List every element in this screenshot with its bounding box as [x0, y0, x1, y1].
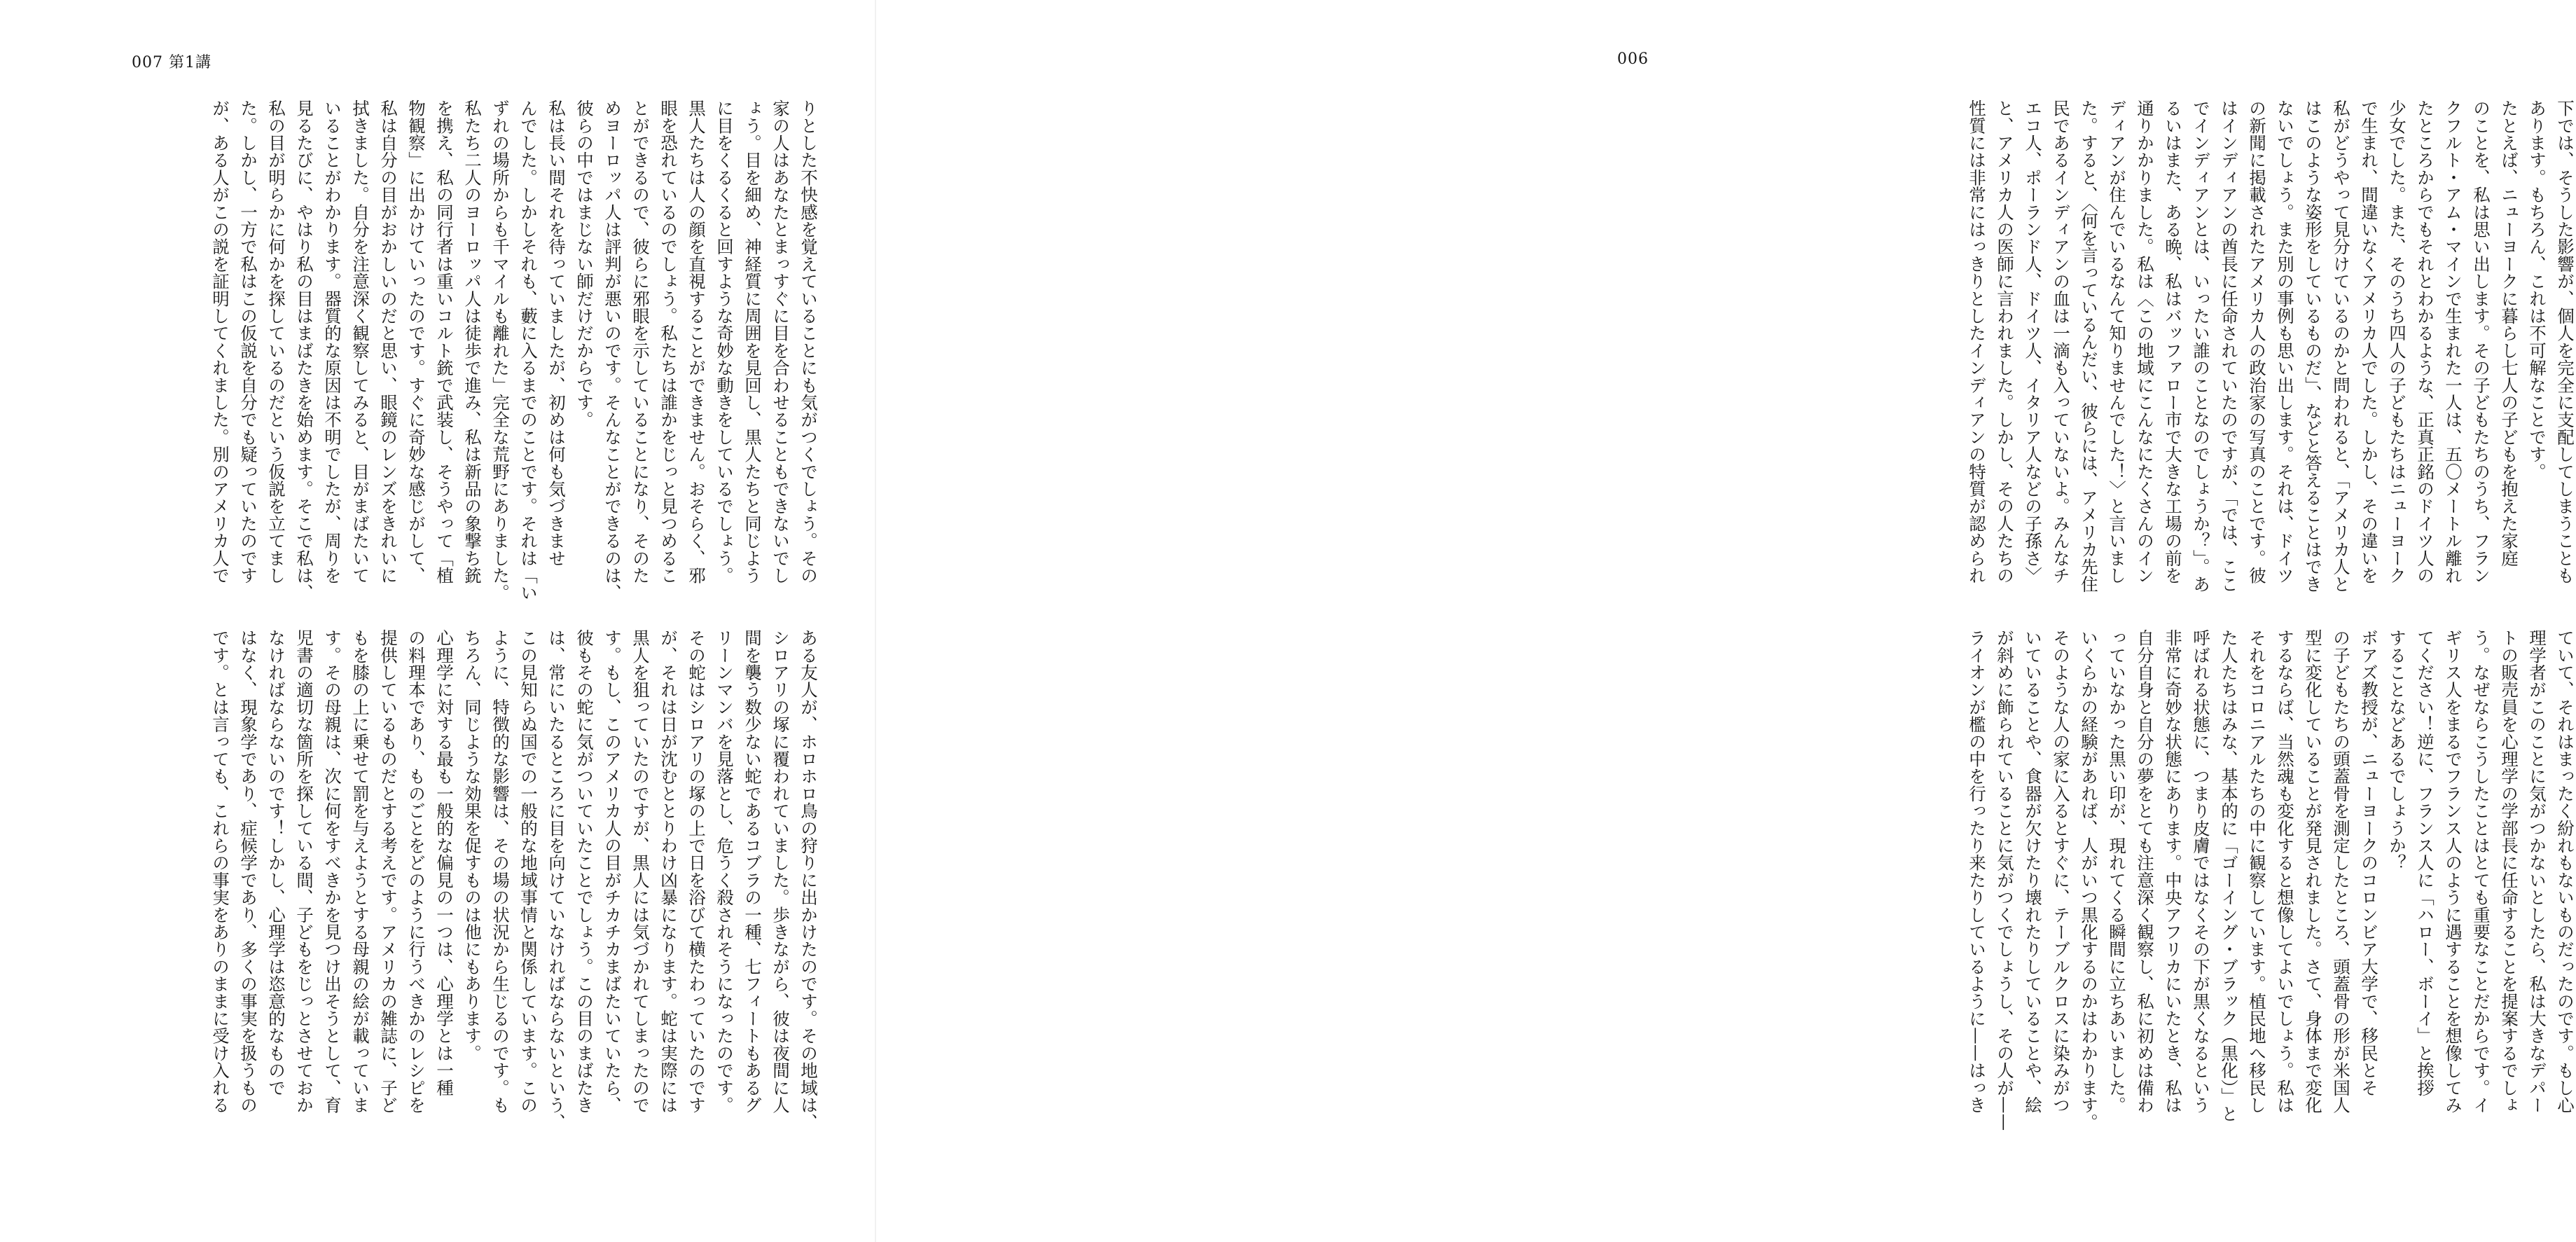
text-column: が、ある人がこの説を証明してくれました。別のアメリカ人で: [210, 99, 230, 584]
text-column: リーンマンバを見落とし、危うく殺されそうになったのです。: [714, 629, 735, 1114]
text-column: いくらかの経験があれば、人がいつ黒化するのかはわかります。: [2079, 629, 2099, 1131]
text-column: 下では、そうした影響が、個人を完全に支配してしまうことも: [2555, 99, 2575, 584]
left-top-text-block: [118, 99, 819, 602]
text-column: ライオンが檻の中を行ったり来たりしているように——はっき: [1967, 629, 1987, 1114]
text-column: 黒人を狙っていたのですが、黒人には気づかれてしまったので: [630, 629, 651, 1114]
text-column: が斜めに飾られていることに気がつくでしょうし、その人が——: [1995, 629, 2015, 1131]
text-column: ずれの場所からも千マイルも離れた」完全な荒野にありました。: [490, 99, 511, 602]
text-column: んでした。しかしそれも、藪に入るまでのことです。それは「い: [518, 99, 539, 602]
text-column: た人たちはみな、基本的に「ゴーイング・ブラック（黒化）」と: [2219, 629, 2239, 1123]
text-column: 家の人はあなたとまっすぐに目を合わせることもできないでし: [770, 99, 791, 584]
text-column: 性質には非常にはっきりとしたインディアンの特質が認められ: [1967, 99, 1987, 584]
text-column: その蛇はシロアリの塚の上で日を浴びて横たわっていたのです: [686, 629, 707, 1114]
text-column: 心理学に対する最も一般的な偏見の一つは、心理学とは一種: [434, 629, 455, 1096]
text-column: トの販売員を心理学の学部長に任命することを提案するでしょ: [2499, 629, 2519, 1114]
text-column: 私がどうやって見分けているのかと問われると、「アメリカ人と: [2331, 99, 2351, 593]
text-column: っていなかった黒い印が、現れてくる瞬間に立ちあいました。: [2107, 629, 2127, 1114]
text-column: は、常にいたるところに目を向けていなければならないという、: [546, 629, 567, 1131]
text-column: ギリス人をまるでフランス人のように遇することを想像してみ: [2443, 629, 2463, 1114]
text-column: たところからでもそれとわかるような、正真正銘のドイツ人の: [2415, 99, 2435, 584]
right-top-text-block: [1869, 99, 2576, 597]
text-column: シロアリの塚に覆われていました。歩きながら、彼は夜間に人: [770, 629, 791, 1114]
text-column: の新聞に掲載されたアメリカ人の政治家の写真のことです。彼: [2247, 99, 2267, 584]
text-column: りとした不快感を覚えていることにも気がつくでしょう。その: [798, 99, 819, 584]
text-column: で生まれ、間違いなくアメリカ人でした。しかし、その違いを: [2359, 99, 2379, 584]
text-column: クフルト・アム・マインで生まれた一人は、五〇メートル離れ: [2443, 99, 2463, 584]
text-column: エコ人、ポーランド人、ドイツ人、イタリア人などの子孫さ〉: [2023, 99, 2043, 584]
text-column: はインディアンの酋長に任命されていたのですが、「では、ここ: [2219, 99, 2239, 593]
left-bottom-text-block: [118, 629, 819, 1133]
text-column: めヨーロッパ人は評判が悪いのです。そんなことができるのは、: [602, 99, 623, 602]
text-column: が、それは日が沈むととりわけ凶暴になります。蛇は実際には: [658, 629, 679, 1114]
text-column: いていることや、食器が欠けたり壊れたりしていることや、絵: [2023, 629, 2043, 1114]
text-column: それをコロニアルたちの中に観察しています。植民地へ移民し: [2247, 629, 2267, 1114]
text-column: でインディアンとは、いったい誰のことなのでしょうか？」。あ: [2191, 99, 2211, 593]
text-column: す。もし、このアメリカ人の目がチカチカまばたいていたら、: [602, 629, 623, 1114]
text-column: 物観察」に出かけていったのです。すぐに奇妙な感じがして、: [406, 99, 427, 584]
text-column: の子どもたちの頭蓋骨を測定したところ、頭蓋骨の形が米国人: [2331, 629, 2351, 1114]
text-column: 拭きました。自分を注意深く観察してみると、目がまばたいて: [350, 99, 371, 584]
text-column: 彼もその蛇に気がついていたことでしょう。この目のまばたき: [574, 629, 595, 1114]
text-column: 彼らの中ではまじない師だけだからです。: [574, 99, 595, 429]
text-column: 見るたびに、やはり私の目はまばたきを始めます。そこで私は、: [294, 99, 314, 602]
text-column: の料理本であり、ものごとをどのように行うべきかのレシピを: [406, 629, 427, 1114]
text-column: なければならないのです！しかし、心理学は恣意的なもので: [266, 629, 286, 1096]
text-column: 私は長い間それを待っていましたが、初めは何も気づきませ: [546, 99, 567, 567]
text-column: 私は自分の目がおかしいのだと思い、眼鏡のレンズをきれいに: [378, 99, 399, 584]
text-column: この見知らぬ国での一般的な地域事情と関係しています。この: [518, 629, 539, 1114]
text-column: 児書の適切な箇所を探している間、子どもをじっとさせておか: [294, 629, 314, 1114]
text-column: を携え、私の同行者は重いコルト銃で武装し、そうやって「植: [434, 99, 455, 584]
text-column: 間を襲う数少ない蛇であるコブラの一種、七フィートもあるグ: [742, 629, 763, 1114]
right-bottom-text-block: [1869, 629, 2576, 1133]
text-column: そのような人の家に入るとすぐに、テーブルクロスに染みがつ: [2051, 629, 2071, 1114]
text-column: てください！逆に、フランス人に「ハロー、ボーイ」と挨拶: [2415, 629, 2435, 1096]
text-column: です。とは言っても、これらの事実をありのままに受け入れる: [210, 629, 230, 1114]
text-column: はこのような姿形をしているものだ」、などと答えることはでき: [2303, 99, 2323, 593]
text-column: 民であるインディアンの血は一滴も入っていないよ。みんなチ: [2051, 99, 2071, 584]
text-column: ょう。目を細め、神経質に周囲を見回し、黒人たちと同じよう: [742, 99, 763, 584]
text-column: ちろん、同じような効果を促すものは他にもあります。: [462, 629, 483, 1062]
text-column: 呼ばれる状態に、つまり皮膚ではなくその下が黒くなるという: [2191, 629, 2211, 1114]
text-column: 私の目が明らかに何かを探しているのだという仮説を立てまし: [266, 99, 286, 584]
text-column: あります。もちろん、これは不可解なことです。: [2527, 99, 2547, 481]
text-column: ていて、それはまったく紛れもないものだったのです。もし心: [2555, 629, 2575, 1114]
text-column: ないでしょう。また別の事例も思い出します。それは、ドイツ: [2275, 99, 2295, 584]
text-column: 少女でした。また、そのうち四人の子どもたちはニューヨーク: [2387, 99, 2407, 584]
text-column: ように、特徴的な影響は、その場の状況から生じるのです。も: [490, 629, 511, 1114]
left-page-header: 007 第1講: [132, 54, 212, 71]
text-column: のことを、私は思い出します。その子どもたちのうち、フラン: [2471, 99, 2491, 584]
text-column: ある友人が、ホロホロ鳥の狩りに出かけたのです。その地域は、: [798, 629, 819, 1131]
text-column: 型に変化していることが発見されました。さて、身体まで変化: [2303, 629, 2323, 1114]
right-page-header: 006: [1617, 50, 1649, 68]
text-column: 理学者がこのことに気がつかないとしたら、私は大きなデパー: [2527, 629, 2547, 1114]
text-column: もを膝の上に乗せて罰を与えようとする母親の絵が載っていま: [350, 629, 371, 1114]
text-column: ディアンが住んでいるなんて知りませんでした！〉と言いまし: [2107, 99, 2127, 584]
text-column: 自分自身と自分の夢をとても注意深く観察し、私に初めは備わ: [2135, 629, 2155, 1114]
text-column: いることがわかります。器質的な原因は不明でしたが、周りを: [322, 99, 342, 584]
text-column: 非常に奇妙な状態にあります。中央アフリカにいたとき、私は: [2163, 629, 2183, 1114]
text-column: 黒人たちは人の顔を直視することができません。おそらく、邪: [686, 99, 707, 584]
text-column: た。しかし、一方で私はこの仮説を自分でも疑っていたのです: [238, 99, 258, 584]
text-column: とができるので、彼らに邪眼を示していることになり、そのた: [630, 99, 651, 584]
text-column: 提供しているものだとする考えです。アメリカの雑誌に、子ど: [378, 629, 399, 1114]
text-column: す。その母親は、次に何をすべきかを見つけ出そうとして、育: [322, 629, 342, 1114]
text-column: と、アメリカ人の医師に言われました。しかし、その人たちの: [1995, 99, 2015, 584]
right-page: [875, 0, 2575, 1242]
text-column: に目をくるくると回すような奇妙な動きをしているでしょう。: [714, 99, 735, 584]
text-column: することなどあるでしょうか？: [2387, 629, 2407, 871]
text-column: 眼を恐れているのでしょう。私たちは誰かをじっと見つめるこ: [658, 99, 679, 584]
left-page: [0, 0, 875, 1242]
text-column: 私たち二人のヨーロッパ人は徒歩で進み、私は新品の象撃ち銃: [462, 99, 483, 584]
text-column: 通りかかりました。私は〈この地域にこんなにたくさんのイン: [2135, 99, 2155, 584]
text-column: た。すると、〈何を言っているんだい、彼らには、アメリカ先住: [2079, 99, 2099, 593]
text-column: たとえば、ニューヨークに暮らし七人の子どもを抱えた家庭: [2499, 99, 2519, 567]
text-column: はなく、現象学であり、症候学であり、多くの事実を扱うもの: [238, 629, 258, 1114]
text-column: う。なぜならこうしたことはとても重要なことだからです。イ: [2471, 629, 2491, 1114]
text-column: するならば、当然魂も変化すると想像してよいでしょう。私は: [2275, 629, 2295, 1114]
text-column: るいはまた、ある晩、私はバッファロー市で大きな工場の前を: [2163, 99, 2183, 584]
text-column: ボアズ教授が、ニューヨークのコロンビア大学で、移民とそ: [2359, 629, 2379, 1096]
